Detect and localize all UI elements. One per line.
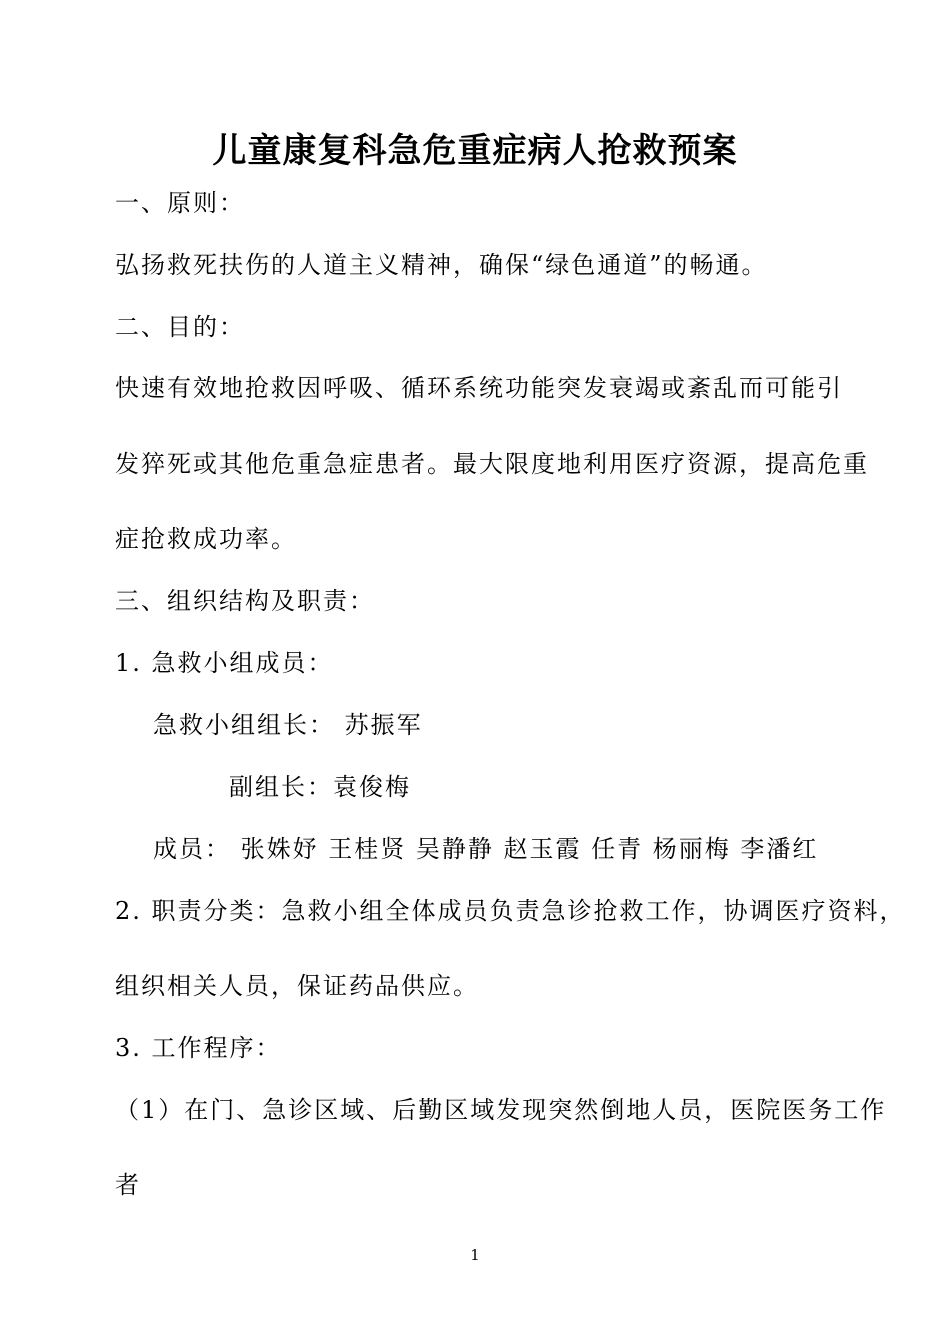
paragraph-purpose-line-1: 快速有效地抢救因呼吸、循环系统功能突发衰竭或紊乱而可能引 [115, 374, 843, 402]
list-item-procedure: 3. 工作程序： [115, 1034, 282, 1062]
section-heading-organization: 三、组织结构及职责： [115, 587, 375, 615]
paragraph-purpose-line-3: 症抢救成功率。 [115, 525, 297, 553]
paragraph-principle: 弘扬救死扶伤的人道主义精神，确保“绿色通道”的畅通。 [115, 251, 768, 279]
section-heading-principle: 一、原则： [115, 189, 245, 217]
procedure-step-1-line-1: （1）在门、急诊区域、后勤区域发现突然倒地人员，医院医务工作 [115, 1096, 887, 1124]
list-item-duties-line-2: 组织相关人员，保证药品供应。 [115, 972, 479, 1000]
team-leader: 急救小组组长： 苏振军 [153, 711, 423, 739]
page-title: 儿童康复科急危重症病人抢救预案 [212, 131, 738, 171]
section-heading-purpose: 二、目的： [115, 313, 245, 341]
paragraph-purpose-line-2: 发猝死或其他危重急症患者。最大限度地利用医疗资源，提高危重 [115, 450, 869, 478]
list-item-team-members: 1. 急救小组成员： [115, 649, 334, 677]
page-number: 1 [470, 1246, 480, 1264]
deputy-leader: 副组长：袁俊梅 [229, 773, 411, 801]
list-item-duties-line-1: 2. 职责分类：急救小组全体成员负责急诊抢救工作，协调医疗资料， [115, 897, 906, 925]
procedure-step-1-line-2: 者 [115, 1171, 141, 1199]
team-members-list: 成员： 张姝妤 王桂贤 吴静静 赵玉霞 任青 杨丽梅 李潘红 [153, 835, 819, 863]
